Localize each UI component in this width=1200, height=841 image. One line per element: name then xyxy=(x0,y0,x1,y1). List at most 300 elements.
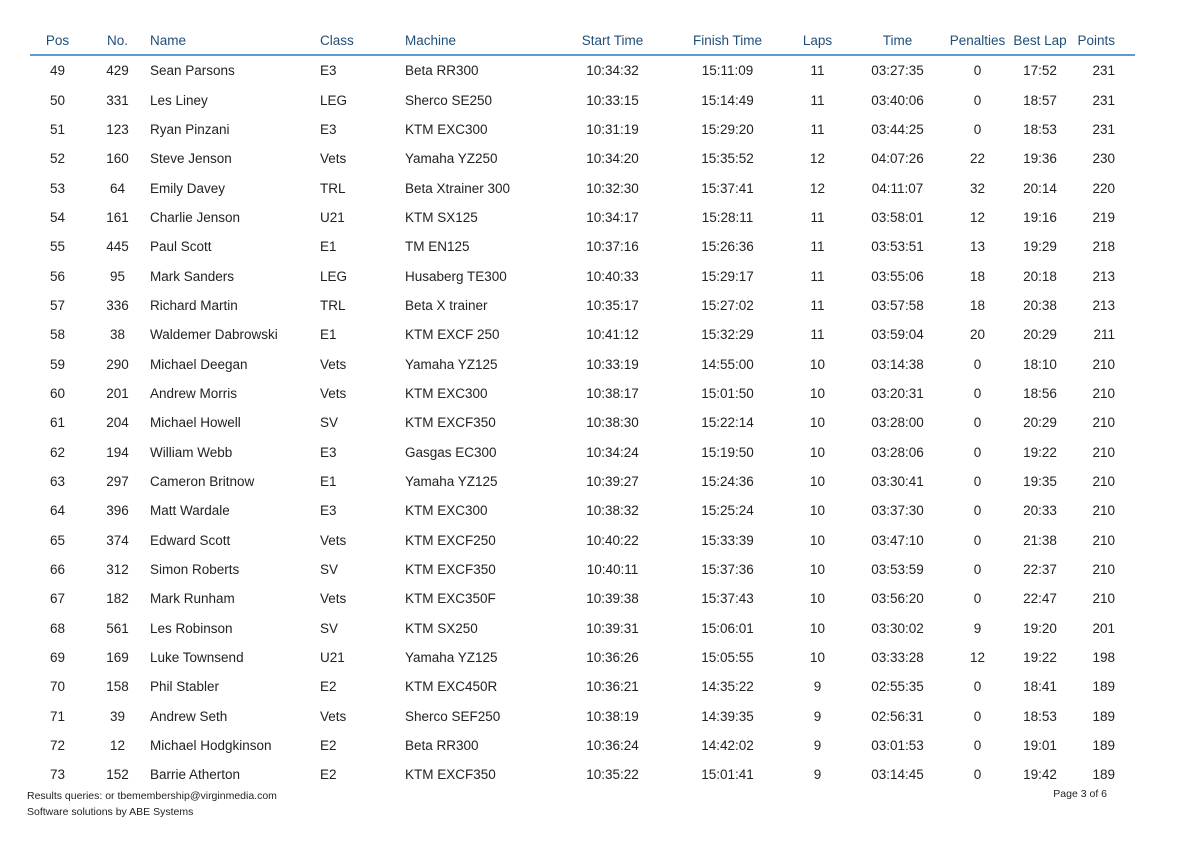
cell-name: Matt Wardale xyxy=(150,503,230,519)
cell-points: 210 xyxy=(1092,532,1115,548)
cell-machine: TM EN125 xyxy=(405,239,470,255)
cell-laps: 9 xyxy=(813,708,822,724)
cell-name: Les Robinson xyxy=(150,620,233,636)
cell-class: E3 xyxy=(320,121,337,137)
cell-class: LEG xyxy=(320,92,348,108)
cell-points: 218 xyxy=(1092,239,1115,255)
cell-laps: 10 xyxy=(809,385,826,401)
cell-points: 220 xyxy=(1092,180,1115,196)
cell-best-lap: 18:53 xyxy=(1023,708,1057,724)
cell-best-lap: 19:29 xyxy=(1023,239,1057,255)
cell-class: E3 xyxy=(320,63,337,79)
cell-penalties: 12 xyxy=(969,209,986,225)
cell-no: 290 xyxy=(106,356,129,372)
cell-machine: KTM SX250 xyxy=(405,620,478,636)
cell-class: E2 xyxy=(320,679,337,695)
cell-class: E3 xyxy=(320,444,337,460)
cell-no: 336 xyxy=(106,297,129,313)
cell-name: Emily Davey xyxy=(150,180,226,196)
cell-best-lap: 18:53 xyxy=(1023,121,1057,137)
table-row xyxy=(30,55,1135,85)
header-pos: Pos xyxy=(30,26,85,55)
cell-laps: 11 xyxy=(810,92,825,108)
cell-class: E1 xyxy=(320,239,337,255)
cell-pos: 58 xyxy=(49,327,66,343)
cell-machine: KTM EXC450R xyxy=(405,679,498,695)
cell-penalties: 0 xyxy=(973,121,982,137)
cell-penalties: 13 xyxy=(969,239,986,255)
cell-points: 210 xyxy=(1092,473,1115,489)
cell-start-time: 10:38:17 xyxy=(586,385,639,401)
table-row xyxy=(30,672,1135,701)
cell-best-lap: 20:33 xyxy=(1023,503,1057,519)
cell-class: E2 xyxy=(320,767,337,783)
cell-class: E3 xyxy=(320,503,337,519)
cell-points: 189 xyxy=(1092,738,1115,754)
cell-no: 201 xyxy=(106,385,129,401)
cell-start-time: 10:35:22 xyxy=(586,767,639,783)
table-row xyxy=(30,643,1135,672)
cell-penalties: 32 xyxy=(969,180,986,196)
cell-time: 03:55:06 xyxy=(871,268,924,284)
cell-penalties: 0 xyxy=(973,532,982,548)
cell-pos: 57 xyxy=(49,297,66,313)
cell-finish-time: 15:35:52 xyxy=(701,151,754,167)
cell-finish-time: 14:55:00 xyxy=(701,356,754,372)
cell-start-time: 10:39:38 xyxy=(586,591,639,607)
header-points: Points xyxy=(1070,26,1135,55)
cell-pos: 65 xyxy=(49,532,66,548)
cell-class: Vets xyxy=(320,532,347,548)
cell-time: 03:30:41 xyxy=(871,473,924,489)
cell-start-time: 10:34:32 xyxy=(586,63,639,79)
table-row xyxy=(30,349,1135,378)
table-row xyxy=(30,320,1135,349)
table-row xyxy=(30,584,1135,613)
cell-start-time: 10:37:16 xyxy=(586,239,639,255)
cell-name: Michael Hodgkinson xyxy=(150,738,272,754)
cell-start-time: 10:36:24 xyxy=(586,738,639,754)
cell-penalties: 0 xyxy=(973,679,982,695)
cell-best-lap: 19:01 xyxy=(1023,738,1057,754)
cell-laps: 9 xyxy=(813,738,822,754)
table-row xyxy=(30,85,1135,114)
cell-pos: 67 xyxy=(49,591,66,607)
cell-best-lap: 22:47 xyxy=(1023,591,1057,607)
cell-time: 03:33:28 xyxy=(871,650,924,666)
cell-machine: KTM EXC300 xyxy=(405,503,488,519)
cell-start-time: 10:34:20 xyxy=(586,151,639,167)
cell-laps: 10 xyxy=(809,473,826,489)
software-credit-text: Software solutions by ABE Systems xyxy=(27,806,194,818)
results-table xyxy=(30,26,1135,790)
table-row xyxy=(30,408,1135,437)
cell-class: Vets xyxy=(320,708,347,724)
table-body xyxy=(30,55,1135,790)
cell-start-time: 10:32:30 xyxy=(586,180,639,196)
cell-best-lap: 18:41 xyxy=(1023,679,1057,695)
cell-points: 230 xyxy=(1092,151,1115,167)
cell-laps: 10 xyxy=(809,591,826,607)
cell-name: Simon Roberts xyxy=(150,562,240,578)
cell-best-lap: 21:38 xyxy=(1023,532,1057,548)
cell-laps: 11 xyxy=(810,239,825,255)
table-row xyxy=(30,144,1135,173)
cell-pos: 52 xyxy=(49,151,66,167)
cell-time: 03:40:06 xyxy=(871,92,924,108)
cell-finish-time: 15:22:14 xyxy=(701,415,754,431)
cell-name: Sean Parsons xyxy=(150,63,235,79)
header-finish-time: Finish Time xyxy=(670,26,785,55)
cell-machine: KTM EXC300 xyxy=(405,385,488,401)
cell-name: William Webb xyxy=(150,444,233,460)
cell-name: Cameron Britnow xyxy=(150,473,255,489)
cell-finish-time: 15:24:36 xyxy=(701,473,754,489)
cell-laps: 10 xyxy=(809,620,826,636)
cell-finish-time: 15:26:36 xyxy=(701,239,754,255)
cell-name: Andrew Seth xyxy=(150,708,228,724)
cell-name: Ryan Pinzani xyxy=(150,121,230,137)
cell-finish-time: 14:35:22 xyxy=(701,679,754,695)
cell-time: 03:01:53 xyxy=(871,738,924,754)
cell-time: 03:28:06 xyxy=(871,444,924,460)
header-time: Time xyxy=(850,26,945,55)
cell-points: 189 xyxy=(1092,679,1115,695)
cell-pos: 51 xyxy=(49,121,66,137)
cell-penalties: 18 xyxy=(969,268,986,284)
cell-laps: 11 xyxy=(810,327,825,343)
cell-laps: 10 xyxy=(809,356,826,372)
cell-no: 169 xyxy=(106,650,129,666)
cell-start-time: 10:34:17 xyxy=(586,209,639,225)
cell-points: 189 xyxy=(1092,708,1115,724)
cell-name: Les Liney xyxy=(150,92,208,108)
cell-best-lap: 22:37 xyxy=(1023,562,1057,578)
cell-penalties: 0 xyxy=(973,708,982,724)
cell-laps: 11 xyxy=(810,268,825,284)
cell-name: Steve Jenson xyxy=(150,151,232,167)
cell-machine: Yamaha YZ125 xyxy=(405,356,498,372)
cell-no: 123 xyxy=(106,121,129,137)
cell-pos: 59 xyxy=(49,356,66,372)
cell-best-lap: 19:36 xyxy=(1023,151,1057,167)
cell-finish-time: 15:27:02 xyxy=(701,297,754,313)
cell-start-time: 10:34:24 xyxy=(586,444,639,460)
cell-machine: Beta RR300 xyxy=(405,738,479,754)
cell-start-time: 10:35:17 xyxy=(586,297,639,313)
table-row xyxy=(30,261,1135,290)
cell-pos: 70 xyxy=(49,679,66,695)
cell-no: 445 xyxy=(106,239,129,255)
cell-no: 204 xyxy=(106,415,129,431)
table-row xyxy=(30,526,1135,555)
cell-name: Andrew Morris xyxy=(150,385,238,401)
header-class: Class xyxy=(320,26,405,55)
cell-time: 03:14:45 xyxy=(871,767,924,783)
cell-start-time: 10:38:32 xyxy=(586,503,639,519)
cell-penalties: 0 xyxy=(973,473,982,489)
cell-start-time: 10:40:33 xyxy=(586,268,639,284)
cell-points: 210 xyxy=(1092,385,1115,401)
cell-penalties: 12 xyxy=(969,650,986,666)
cell-start-time: 10:39:31 xyxy=(586,620,639,636)
cell-penalties: 0 xyxy=(973,92,982,108)
cell-time: 03:20:31 xyxy=(871,385,924,401)
cell-time: 03:59:04 xyxy=(871,327,924,343)
cell-no: 312 xyxy=(106,562,129,578)
table-row xyxy=(30,291,1135,320)
cell-penalties: 0 xyxy=(973,503,982,519)
cell-penalties: 0 xyxy=(973,767,982,783)
table-row xyxy=(30,203,1135,232)
cell-class: Vets xyxy=(320,356,347,372)
cell-class: SV xyxy=(320,620,339,636)
cell-no: 194 xyxy=(106,444,129,460)
cell-pos: 64 xyxy=(49,503,66,519)
cell-class: E1 xyxy=(320,327,337,343)
cell-start-time: 10:36:26 xyxy=(586,650,639,666)
cell-finish-time: 15:37:36 xyxy=(701,562,754,578)
cell-machine: KTM EXCF350 xyxy=(405,562,496,578)
cell-start-time: 10:33:15 xyxy=(586,92,639,108)
cell-class: SV xyxy=(320,562,339,578)
table-row xyxy=(30,173,1135,202)
cell-best-lap: 20:29 xyxy=(1023,415,1057,431)
cell-start-time: 10:41:12 xyxy=(586,327,639,343)
cell-laps: 10 xyxy=(809,650,826,666)
cell-laps: 11 xyxy=(810,297,825,313)
cell-points: 201 xyxy=(1092,620,1115,636)
cell-finish-time: 14:42:02 xyxy=(701,738,754,754)
cell-penalties: 0 xyxy=(973,415,982,431)
cell-laps: 10 xyxy=(809,532,826,548)
header-best-lap: Best Lap xyxy=(1010,26,1070,55)
cell-machine: Sherco SE250 xyxy=(405,92,493,108)
table-header xyxy=(30,26,1135,55)
cell-no: 95 xyxy=(109,268,126,284)
table-row xyxy=(30,614,1135,643)
cell-class: E1 xyxy=(320,473,337,489)
cell-time: 04:07:26 xyxy=(871,151,924,167)
cell-time: 03:44:25 xyxy=(871,121,924,137)
cell-finish-time: 15:11:09 xyxy=(701,63,754,79)
cell-class: LEG xyxy=(320,268,348,284)
cell-points: 213 xyxy=(1092,297,1115,313)
cell-name: Phil Stabler xyxy=(150,679,220,695)
table-row xyxy=(30,232,1135,261)
header-no: No. xyxy=(85,26,150,55)
cell-penalties: 0 xyxy=(973,562,982,578)
cell-penalties: 20 xyxy=(969,327,986,343)
cell-points: 198 xyxy=(1092,650,1115,666)
cell-laps: 12 xyxy=(809,180,826,196)
header-start-time: Start Time xyxy=(555,26,670,55)
cell-machine: Yamaha YZ250 xyxy=(405,151,498,167)
cell-class: SV xyxy=(320,415,339,431)
cell-no: 12 xyxy=(109,738,126,754)
cell-time: 02:56:31 xyxy=(871,708,924,724)
cell-machine: Beta X trainer xyxy=(405,297,488,313)
cell-time: 03:58:01 xyxy=(871,209,924,225)
header-name: Name xyxy=(150,26,320,55)
cell-class: Vets xyxy=(320,151,347,167)
cell-no: 374 xyxy=(106,532,129,548)
cell-penalties: 0 xyxy=(973,63,982,79)
header-penalties: Penalties xyxy=(945,26,1010,55)
cell-start-time: 10:38:19 xyxy=(586,708,639,724)
cell-best-lap: 17:52 xyxy=(1023,63,1057,79)
cell-pos: 72 xyxy=(49,738,66,754)
cell-name: Richard Martin xyxy=(150,297,238,313)
cell-time: 03:57:58 xyxy=(871,297,924,313)
cell-best-lap: 20:14 xyxy=(1023,180,1057,196)
cell-class: U21 xyxy=(320,650,345,666)
cell-laps: 11 xyxy=(810,121,825,137)
cell-finish-time: 15:29:17 xyxy=(701,268,754,284)
table-row xyxy=(30,555,1135,584)
cell-points: 210 xyxy=(1092,444,1115,460)
results-queries-text: Results queries: or tbemembership@virginmedia.com xyxy=(27,790,277,802)
cell-pos: 63 xyxy=(49,473,66,489)
cell-best-lap: 19:22 xyxy=(1023,650,1057,666)
cell-class: Vets xyxy=(320,591,347,607)
cell-finish-time: 15:25:24 xyxy=(701,503,754,519)
cell-name: Mark Runham xyxy=(150,591,235,607)
cell-penalties: 0 xyxy=(973,385,982,401)
table-row xyxy=(30,115,1135,144)
cell-finish-time: 15:14:49 xyxy=(701,92,754,108)
cell-best-lap: 19:16 xyxy=(1023,209,1057,225)
cell-no: 396 xyxy=(106,503,129,519)
cell-finish-time: 15:06:01 xyxy=(701,620,754,636)
cell-no: 161 xyxy=(106,209,129,225)
cell-time: 03:53:59 xyxy=(871,562,924,578)
cell-best-lap: 20:38 xyxy=(1023,297,1057,313)
cell-pos: 49 xyxy=(49,63,66,79)
table-row xyxy=(30,437,1135,466)
cell-finish-time: 14:39:35 xyxy=(701,708,754,724)
cell-best-lap: 18:56 xyxy=(1023,385,1057,401)
cell-pos: 73 xyxy=(49,767,66,783)
cell-start-time: 10:38:30 xyxy=(586,415,639,431)
cell-machine: KTM EXC300 xyxy=(405,121,488,137)
cell-pos: 62 xyxy=(49,444,66,460)
cell-pos: 68 xyxy=(49,620,66,636)
cell-time: 02:55:35 xyxy=(871,679,924,695)
cell-best-lap: 19:35 xyxy=(1023,473,1057,489)
cell-no: 64 xyxy=(109,180,126,196)
cell-points: 219 xyxy=(1092,209,1115,225)
cell-time: 03:37:30 xyxy=(871,503,924,519)
cell-points: 231 xyxy=(1092,63,1115,79)
cell-points: 211 xyxy=(1093,327,1115,343)
cell-laps: 10 xyxy=(809,562,826,578)
cell-penalties: 0 xyxy=(973,444,982,460)
cell-machine: KTM EXCF250 xyxy=(405,532,496,548)
cell-finish-time: 15:37:41 xyxy=(701,180,754,196)
cell-points: 210 xyxy=(1092,591,1115,607)
cell-points: 189 xyxy=(1092,767,1115,783)
cell-no: 561 xyxy=(106,620,129,636)
cell-name: Waldemer Dabrowski xyxy=(150,327,278,343)
cell-penalties: 0 xyxy=(973,356,982,372)
cell-start-time: 10:39:27 xyxy=(586,473,639,489)
cell-best-lap: 20:18 xyxy=(1023,268,1057,284)
header-machine: Machine xyxy=(405,26,555,55)
cell-laps: 10 xyxy=(809,503,826,519)
cell-finish-time: 15:33:39 xyxy=(701,532,754,548)
cell-points: 210 xyxy=(1092,356,1115,372)
cell-pos: 71 xyxy=(49,708,66,724)
cell-pos: 69 xyxy=(49,650,66,666)
cell-start-time: 10:31:19 xyxy=(586,121,639,137)
cell-finish-time: 15:29:20 xyxy=(701,121,754,137)
table-row xyxy=(30,760,1135,789)
cell-points: 231 xyxy=(1092,121,1115,137)
cell-best-lap: 18:10 xyxy=(1023,356,1057,372)
cell-points: 213 xyxy=(1092,268,1115,284)
cell-class: Vets xyxy=(320,385,347,401)
cell-pos: 61 xyxy=(49,415,66,431)
cell-best-lap: 19:20 xyxy=(1023,620,1057,636)
page-number: Page 3 of 6 xyxy=(1053,788,1107,800)
table-row xyxy=(30,379,1135,408)
cell-penalties: 22 xyxy=(969,151,986,167)
cell-no: 152 xyxy=(106,767,129,783)
cell-points: 231 xyxy=(1092,92,1115,108)
cell-no: 331 xyxy=(106,92,129,108)
cell-machine: KTM EXC350F xyxy=(405,591,496,607)
cell-laps: 12 xyxy=(809,151,826,167)
cell-no: 429 xyxy=(106,63,129,79)
cell-pos: 60 xyxy=(49,385,66,401)
footer-left xyxy=(27,788,277,820)
cell-name: Michael Howell xyxy=(150,415,241,431)
cell-no: 158 xyxy=(106,679,129,695)
table-row xyxy=(30,496,1135,525)
header-row xyxy=(30,26,1135,55)
cell-time: 03:14:38 xyxy=(871,356,924,372)
cell-time: 03:47:10 xyxy=(871,532,924,548)
cell-best-lap: 18:57 xyxy=(1023,92,1057,108)
cell-laps: 10 xyxy=(809,444,826,460)
cell-finish-time: 15:05:55 xyxy=(701,650,754,666)
cell-pos: 50 xyxy=(49,92,66,108)
cell-name: Edward Scott xyxy=(150,532,231,548)
cell-finish-time: 15:01:50 xyxy=(701,385,754,401)
table-row xyxy=(30,731,1135,760)
cell-start-time: 10:40:11 xyxy=(586,562,639,578)
cell-name: Barrie Atherton xyxy=(150,767,241,783)
cell-class: U21 xyxy=(320,209,345,225)
cell-name: Michael Deegan xyxy=(150,356,248,372)
cell-finish-time: 15:37:43 xyxy=(701,591,754,607)
cell-start-time: 10:40:22 xyxy=(586,532,639,548)
cell-laps: 9 xyxy=(813,767,822,783)
cell-finish-time: 15:19:50 xyxy=(701,444,754,460)
cell-penalties: 9 xyxy=(973,620,982,636)
cell-machine: Husaberg TE300 xyxy=(405,268,507,284)
cell-no: 297 xyxy=(106,473,129,489)
cell-machine: KTM EXCF350 xyxy=(405,767,496,783)
cell-machine: Yamaha YZ125 xyxy=(405,650,498,666)
cell-points: 210 xyxy=(1092,415,1115,431)
cell-penalties: 18 xyxy=(969,297,986,313)
cell-penalties: 0 xyxy=(973,738,982,754)
cell-pos: 66 xyxy=(49,562,66,578)
cell-machine: KTM EXCF 250 xyxy=(405,327,500,343)
cell-no: 38 xyxy=(109,327,126,343)
